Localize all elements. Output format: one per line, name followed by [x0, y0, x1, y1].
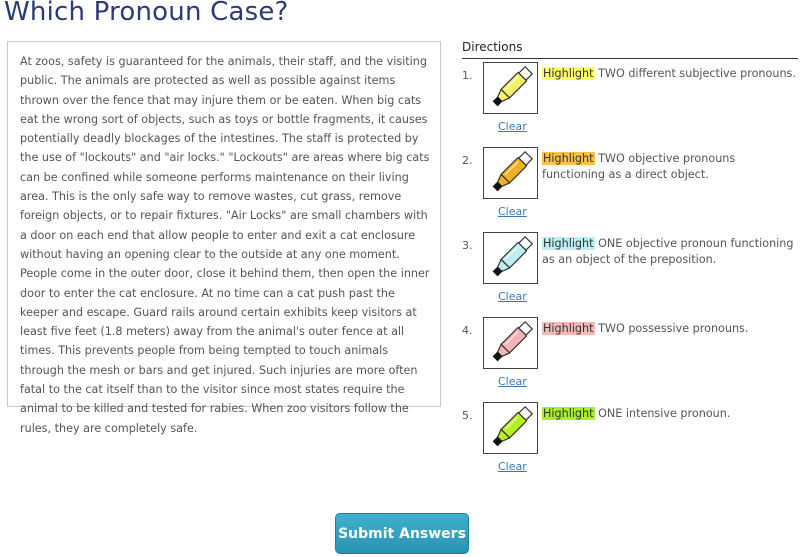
- instruction-body: ONE objective pronoun functioning as an object of the preposition.: [542, 237, 794, 266]
- instruction-body: TWO possessive pronouns.: [594, 322, 749, 335]
- item-number: 3.: [462, 239, 473, 252]
- item-number: 1.: [462, 69, 473, 82]
- clear-link[interactable]: Clear: [498, 460, 527, 473]
- highlight-word: Highlight: [543, 67, 594, 80]
- direction-item: [462, 147, 798, 227]
- highlight-word: Highlight: [543, 152, 594, 165]
- highlighter-tool-button[interactable]: [483, 147, 538, 199]
- instruction-text: [542, 151, 798, 182]
- page-title: Which Pronoun Case?: [4, 0, 289, 27]
- clear-link[interactable]: Clear: [498, 375, 527, 388]
- clear-link[interactable]: Clear: [498, 205, 527, 218]
- direction-item: [462, 402, 798, 482]
- highlight-word: Highlight: [543, 237, 594, 250]
- reading-passage[interactable]: [7, 41, 441, 435]
- orange-highlighter-icon: [484, 148, 537, 198]
- instruction-text: [542, 236, 798, 267]
- instruction-text: [542, 321, 798, 337]
- direction-item: [462, 317, 798, 397]
- pink-highlighter-icon: [484, 318, 537, 368]
- highlighter-tool-button[interactable]: [483, 62, 538, 114]
- submit-answers-button[interactable]: Submit Answers: [335, 513, 469, 554]
- clear-link[interactable]: Clear: [498, 290, 527, 303]
- clear-link[interactable]: Clear: [498, 120, 527, 133]
- direction-item: [462, 62, 798, 142]
- passage-text[interactable]: At zoos, safety is guaranteed for the animals, their staff, and the visiting public. The animals are protected as well as possible against items thrown over the fence that may injure them or be eaten. When big cats eat the wrong sort of objects, such as toys or bottle fragments, it causes potentially deadly blockages of the intestines. The staff is protected by the use of "lockouts" and "air locks." "Lockouts" are areas where big cats can be confined while someone performs maintenance on their living area. This is the only safe way to remove wastes, cut grass, remove foreign objects, or to repair fixtures. "Air Locks" are small chambers with a door on each end that allow people to enter and exit a cat enclosure without having an opening clear to the outside at any one moment. People come in the outer door, close it behind them, then open the inner door to enter the cat enclosure. At no time can a cat push past the keeper and escape. Guard rails around certain exhibits keep visitors at least five feet (1.8 meters) away from the animal's outer fence at all times. This prevents people from being tempted to touch animals through the mesh or bars and get injured. Such injuries are more often fatal to the cat itself than to the visitor since most states require the animal to be killed and tested for rabies. When zoo visitors follow the rules, they are completely safe.: [20, 55, 430, 435]
- directions-heading: Directions: [462, 40, 523, 54]
- instruction-body: TWO objective pronouns functioning as a direct object.: [542, 152, 736, 181]
- blue-highlighter-icon: [484, 233, 537, 283]
- highlighter-tool-button[interactable]: [483, 232, 538, 284]
- yellow-highlighter-icon: [484, 63, 537, 113]
- item-number: 4.: [462, 324, 473, 337]
- item-number: 5.: [462, 409, 473, 422]
- directions-header: [462, 40, 798, 59]
- direction-item: [462, 232, 798, 312]
- instruction-text: [542, 406, 798, 422]
- highlight-word: Highlight: [543, 407, 594, 420]
- green-highlighter-icon: [484, 403, 537, 453]
- item-number: 2.: [462, 154, 473, 167]
- instruction-text: [542, 66, 798, 82]
- instruction-body: ONE intensive pronoun.: [594, 407, 731, 420]
- instruction-body: TWO different subjective pronouns.: [594, 67, 796, 80]
- highlight-word: Highlight: [543, 322, 594, 335]
- highlighter-tool-button[interactable]: [483, 402, 538, 454]
- highlighter-tool-button[interactable]: [483, 317, 538, 369]
